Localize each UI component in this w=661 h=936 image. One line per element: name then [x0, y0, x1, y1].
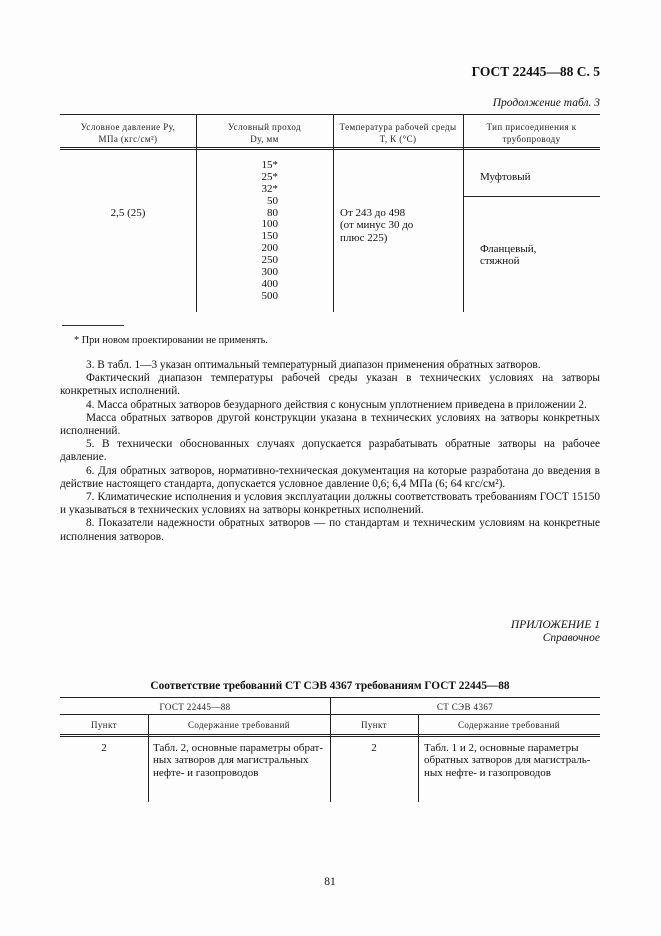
table-continuation-label: Продолжение табл. 3: [492, 97, 600, 109]
col-header-temperature: Температура рабочей среды T, К (°С): [339, 122, 457, 144]
col-header-item: Пункт: [360, 720, 387, 730]
diameter-value: 15*: [261, 159, 278, 171]
row-content: Табл. 2, основные параметры обрат- ных затворов для магистральных нефте- и газопроводов: [153, 742, 324, 779]
temperature-range: От 243 до 498 (от минус 30 до плюс 225): [340, 207, 414, 244]
table-header-rule-double: [60, 149, 600, 150]
diameter-value: 100: [261, 218, 278, 231]
group-header-gost: ГОСТ 22445—88: [159, 702, 231, 712]
col-header-pressure: Условное давление Pу, МПа (кгс/см²): [80, 122, 176, 144]
diameter-value: 500: [261, 289, 278, 302]
page-title: ГОСТ 22445—88 С. 5: [471, 64, 600, 79]
table-header-rule: [60, 147, 600, 148]
paragraph: 4. Масса обратных затворов безударного действия с конусным уплотнением приведена в приложении 2.: [86, 398, 587, 411]
row-content: Табл. 1 и 2, основные параметры обратных затворов для магистраль- ных нефте- и газопроводов: [424, 742, 591, 779]
diameter-value: 300: [261, 266, 278, 279]
diameter-value: 250: [261, 254, 278, 267]
diameter-value: 80: [267, 206, 278, 219]
paragraph: 7. Климатические исполнения и условия эксплуатации должны соответствовать требованиям ГОСТ 15150 и указываться в технических условиях на затворы конкретных исполнений.: [60, 491, 600, 517]
paragraph: 3. В табл. 1—3 указан оптимальный температурный диапазон применения обратных затворов.: [86, 359, 541, 371]
appendix-subtitle: Справочное: [542, 632, 600, 644]
row-item: 2: [101, 742, 107, 754]
table-connection-divider: [463, 196, 600, 197]
group-header-st-sev: СТ СЭВ 4367: [436, 702, 494, 712]
page-number: 81: [324, 876, 336, 888]
paragraph: 5. В технически обоснованных случаях допускается разрабатывать обратные затворы на рабочее давление.: [60, 438, 600, 464]
diameter-list: [240, 160, 278, 303]
col-header-connection: Тип присоединения к трубопроводу: [486, 122, 577, 144]
diameter-value: 400: [261, 277, 278, 290]
paragraph: Фактический диапазон температуры рабочей среды указан в технических условиях на затворы конкретных исполнений.: [60, 372, 600, 398]
col-header-item: Пункт: [90, 720, 117, 730]
col-header-content: Содержание требований: [188, 720, 290, 730]
diameter-value: 32*: [261, 182, 278, 195]
diameter-value: 200: [261, 242, 278, 255]
pressure-value: 2,5 (25): [110, 207, 146, 219]
table-top-rule: [60, 114, 600, 115]
diameter-value: 150: [261, 230, 278, 243]
appendix-heading: [440, 619, 600, 645]
paragraph: 8. Показатели надежности обратных затворов — по стандартам и техническим условиям на конкретные исполнения затворов.: [60, 517, 600, 543]
paragraph: Масса обратных затворов другой конструкции указана в технических условиях на затворы конкретных исполнений.: [60, 411, 600, 438]
diameter-value: 25*: [261, 170, 278, 183]
col-header-content: Содержание требований: [458, 720, 560, 730]
body-text: [60, 359, 600, 544]
appendix-title: ПРИЛОЖЕНИЕ 1: [510, 619, 600, 631]
col-header-diameter: Условный проход Dу, мм: [227, 122, 302, 144]
connection-type-flange: Фланцевый, стяжной: [480, 243, 537, 268]
footnote: * При новом проектировании не применять.: [74, 335, 268, 346]
compliance-table-title: Соответствие требований СТ СЭВ 4367 требованиям ГОСТ 22445—88: [150, 680, 510, 692]
diameter-value: 50: [267, 194, 278, 207]
connection-type-coupling: Муфтовый: [480, 171, 531, 183]
footnote-rule: [62, 325, 124, 326]
row-item: 2: [371, 742, 377, 754]
paragraph: 6. Для обратных затворов, нормативно-техническая документация на которые разработана до введения в действие настоящего стандарта, допускается условное давление 0,6; 6,4 МПа (6; 64 кгс/см²).: [60, 464, 600, 490]
